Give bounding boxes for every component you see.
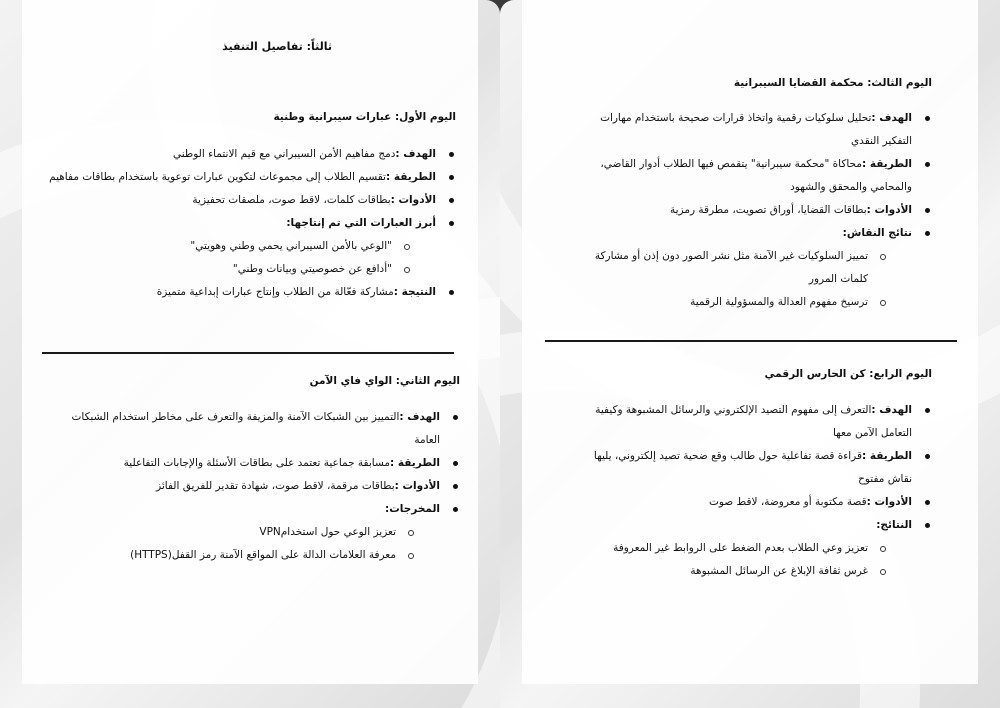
result-text: مشاركة فعّالة من الطلاب وإنتاج عبارات إبداعية متميزة	[156, 286, 394, 298]
day4-title: اليوم الرابع: كن الحارس الرقمي	[764, 368, 932, 380]
outputs-label: المخرجات:	[385, 503, 440, 515]
goal-label: الهدف :	[871, 404, 912, 416]
list-item	[580, 491, 932, 514]
tools-label: الأدوات :	[390, 194, 436, 206]
day2-list	[48, 406, 460, 567]
day2-title: اليوم الثاني: الواي فاي الآمن	[309, 375, 460, 387]
method-label: الطريقة :	[389, 457, 440, 469]
day4-list	[580, 399, 932, 583]
goal-text: التمييز بين الشبكات الآمنة والمزيفة والتعرف على مخاطر استخدام الشبكات العامة	[71, 411, 440, 446]
sub-item: تعزيز وعي الطلاب بعدم الضغط على الروابط غير المعروفة	[580, 537, 890, 560]
phrases-label: أبرز العبارات التي تم إنتاجها:	[286, 217, 436, 229]
results-label: النتائج:	[876, 519, 912, 531]
results-sublist	[580, 537, 912, 583]
left-page-content-2	[40, 0, 460, 708]
goal-label: الهدف :	[871, 112, 912, 124]
method-text: محاكاة "محكمة سيبرانية" يتقمص فيها الطلاب أدوار القاضي، والمحامي والمحقق والشهود	[600, 158, 912, 193]
goal-text: دمج مفاهيم الأمن السيبراني مع قيم الانتماء الوطني	[172, 148, 396, 160]
tools-text: بطاقات مرقمة، لاقط صوت، شهادة تقدير للفريق الفائز	[156, 480, 395, 492]
right-page	[500, 0, 1000, 708]
list-item	[580, 445, 932, 491]
list-item	[48, 475, 460, 498]
list-item	[580, 514, 932, 583]
section-title: ثالثاً: تفاصيل التنفيذ	[222, 40, 332, 53]
sub-item: غرس ثقافة الإبلاغ عن الرسائل المشبوهة	[580, 560, 890, 583]
method-text: قراءة قصة تفاعلية حول طالب وقع ضحية تصيد إلكتروني، يليها نقاش مفتوح	[593, 450, 912, 485]
method-label: الطريقة :	[385, 171, 436, 183]
sub-item: "الوعي بالأمن السيبراني يحمي وطني وهويتي"	[48, 235, 414, 258]
sub-item: تمييز السلوكيات غير الآمنة مثل نشر الصور دون إذن أو مشاركة كلمات المرور	[580, 245, 890, 291]
right-page-content-2	[540, 0, 936, 708]
tools-label: الأدوات :	[394, 480, 440, 492]
method-label: الطريقة :	[861, 158, 912, 170]
method-label: الطريقة :	[861, 450, 912, 462]
tools-text: بطاقات القضايا، أوراق تصويت، مطرقة رمزية	[669, 204, 867, 216]
goal-label: الهدف :	[395, 148, 436, 160]
tools-text: قصة مكتوبة أو معروضة، لاقط صوت	[708, 496, 867, 508]
goal-text: التعرف إلى مفهوم التصيد الإلكتروني والرسائل المشبوهة وكيفية التعامل الآمن معها	[595, 404, 912, 439]
list-item	[48, 452, 460, 475]
day3-title: اليوم الثالث: محكمة القضايا السيبرانية	[733, 77, 932, 89]
discussion-label: نتائج النقاش:	[842, 227, 912, 239]
result-label: النتيجة :	[393, 286, 436, 298]
sub-item: معرفة العلامات الدالة على المواقع الآمنة رمز القفل(HTTPS)	[48, 544, 418, 567]
goal-label: الهدف :	[399, 411, 440, 423]
list-item	[48, 498, 460, 567]
goal-text: تحليل سلوكيات رقمية واتخاذ قرارات صحيحة باستخدام مهارات التفكير النقدي	[600, 112, 912, 147]
outputs-sublist	[48, 521, 440, 567]
method-text: تقسيم الطلاب إلى مجموعات لتكوين عبارات توعوية باستخدام بطاقات مفاهيم	[49, 171, 386, 183]
tools-label: الأدوات :	[866, 204, 912, 216]
tools-label: الأدوات :	[866, 496, 912, 508]
sub-item: تعزيز الوعي حول استخدامVPN	[48, 521, 418, 544]
tools-text: بطاقات كلمات، لاقط صوت، ملصقات تحفيزية	[192, 194, 391, 206]
sub-item: ترسيخ مفهوم العدالة والمسؤولية الرقمية	[580, 291, 890, 314]
method-text: مسابقة جماعية تعتمد على بطاقات الأسئلة والإجابات التفاعلية	[123, 457, 390, 469]
list-item	[48, 406, 460, 452]
list-item	[580, 399, 932, 445]
sub-item: "أدافع عن خصوصيتي وبيانات وطني"	[48, 258, 414, 281]
day1-title: اليوم الأول: عبارات سيبرانية وطنية	[273, 111, 456, 123]
